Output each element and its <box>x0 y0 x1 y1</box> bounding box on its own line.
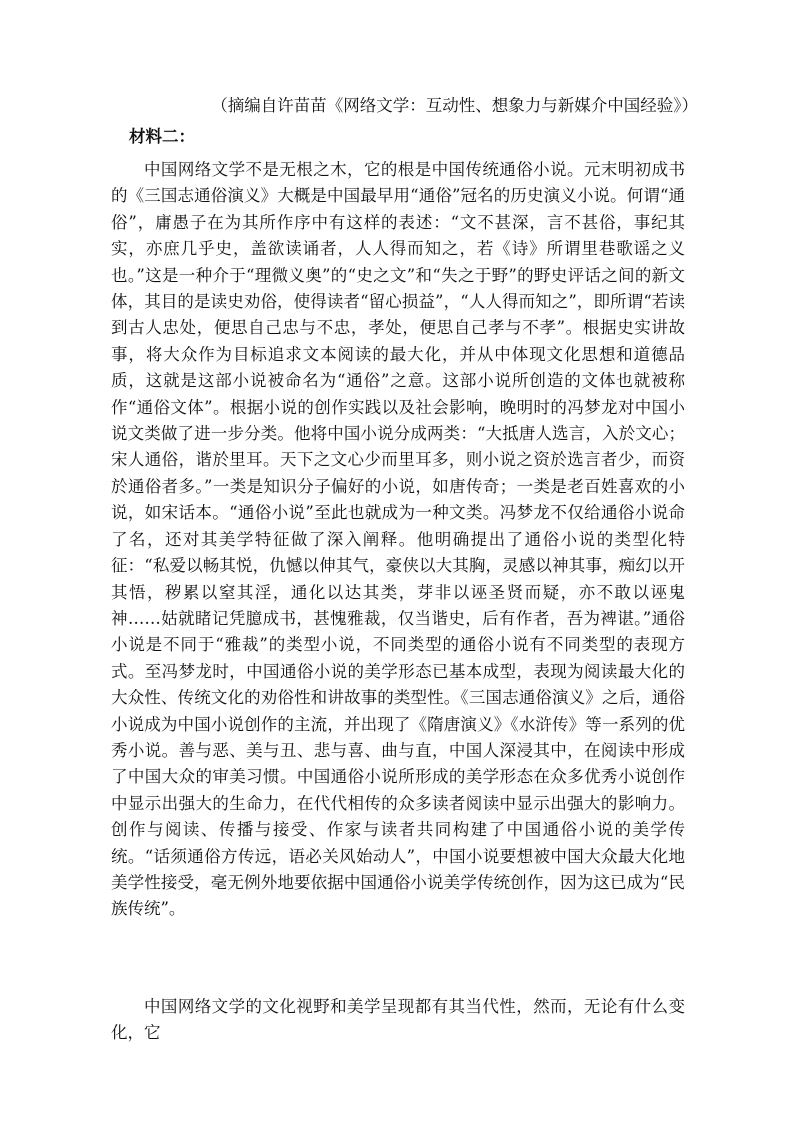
source-citation: （摘编自许苗苗《网络文学：互动性、想象力与新媒介中国经验》） <box>211 96 698 115</box>
body-paragraph: 中国网络文学不是无根之木，它的根是中国传统通俗小说。元末明初成书的《三国志通俗演义》大概是中国最早用“通俗”冠名的历史演义小说。何谓“通俗”，庸愚子在为其所作序中有这样的表述：“文不甚深，言不甚俗，事纪其实，亦庶几乎史，盖欲读诵者，人人得而知之，若《诗》所谓里巷歌谣之义也。”这是一种介于“理微义奥”的“史之文”和“失之于野”的野史评话之间的新文体，其目的是读史劝俗，使得读者“留心损益”，“人人得而知之”，即所谓“若读到古人忠处，便思自己忠与不忠，孝处，便思自己孝与不孝”。根据史实讲故事，将大众作为目标追求文本阅读的最大化，并从中体现文化思想和道德品质，这就是这部小说被命名为“通俗”之意。这部小说所创造的文体也就被称作“通俗文体”。根据小说的创作实践以及社会影响，晚明时的冯梦龙对中国小说文类做了进一步分类。他将中国小说分成两类：“大抵唐人选言，入於文心；宋人通俗，谐於里耳。天下之文心少而里耳多，则小说之资於选言者少，而资於通俗者多。”一类是知识分子偏好的小说，如唐传奇；一类是老百姓喜欢的小说，如宋话本。“通俗小说”至此也就成为一种文类。冯梦龙不仅给通俗小说命了名，还对其美学特征做了深入阐释。他明确提出了通俗小说的类型化特征：“私爱以畅其悦，仇憾以伸其气，豪侠以大其胸，灵感以神其事，痴幻以开其悟，秽累以窒其淫，通化以达其类，芽非以诬圣贤而疑，亦不敢以诬鬼神……姑就睹记凭臆成书，甚愧雅裁，仅当谐史，后有作者，吾为裨谌。”通俗小说是不同于“雅裁”的类型小说，不同类型的通俗小说有不同类型的表现方式。至冯梦龙时，中国通俗小说的美学形态已基本成型，表现为阅读最大化的大众性、传统文化的劝俗性和讲故事的类型性。《三国志通俗演义》之后，通俗小说成为中国小说创作的主流，并出现了《隋唐演义》《水浒传》等一系列的优秀小说。善与恶、美与丑、悲与喜、曲与直，中国人深浸其中，在阅读中形成了中国大众的审美习惯。中国通俗小说所形成的美学形态在众多优秀小说创作中显示出强大的生命力，在代代相传的众多读者阅读中显示出强大的影响力。创作与阅读、传播与接受、作家与读者共同构建了中国通俗小说的美学传统。“话须通俗方传远，语必关风始动人”，中国小说要想被中国大众最大化地美学性接受，毫无例外地要依据中国通俗小说美学传统创作，因为这已成为“民族传统”。 <box>111 160 685 919</box>
body-paragraph: 中国网络文学的文化视野和美学呈现都有其当代性，然而，无论有什么变化，它 <box>111 997 685 1043</box>
section-heading: 材料二： <box>129 127 195 146</box>
